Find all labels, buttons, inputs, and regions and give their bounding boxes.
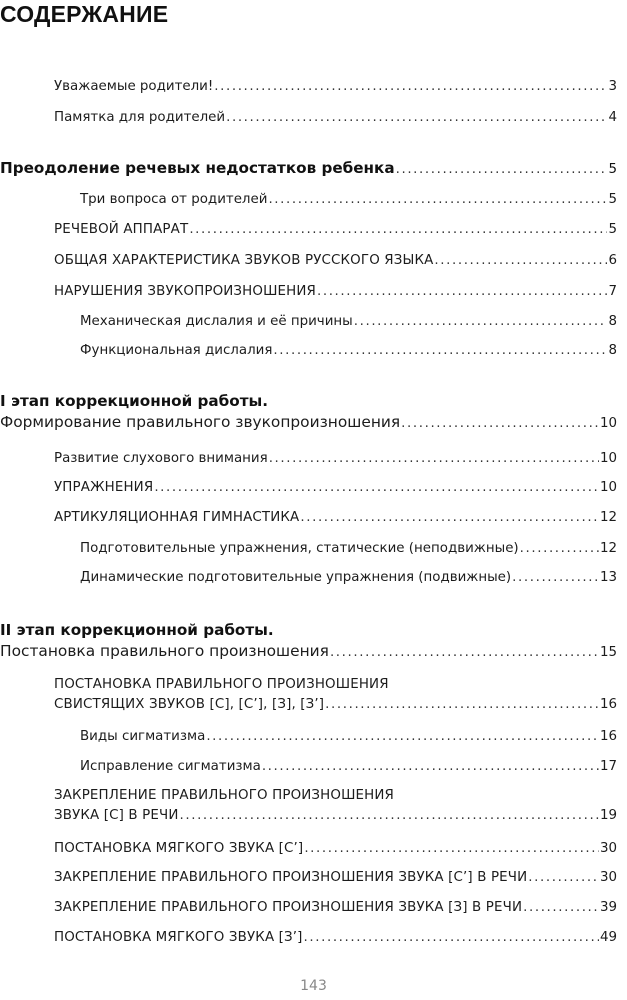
toc-entry [54, 480, 617, 495]
toc-entry [54, 222, 617, 237]
toc-entry-page: 10 [599, 416, 617, 431]
dot-leader [396, 162, 608, 177]
toc-entry-title: Формирование правильного звукопроизношения [0, 413, 401, 431]
dot-leader [354, 314, 608, 329]
toc-entry-page: 4 [608, 110, 617, 125]
dot-leader [189, 222, 607, 237]
toc-entry-page: 10 [599, 480, 617, 495]
dot-leader [262, 759, 599, 774]
toc-entry-title: ПОСТАНОВКА МЯГКОГО ЗВУКА [З’] [54, 930, 303, 945]
toc-entry-page: 7 [608, 284, 617, 299]
toc-entry-page: 49 [599, 930, 617, 945]
toc-stage-label: I этап коррекционной работы. [0, 392, 269, 410]
toc-entry-title: Динамические подготовительные упражнения (подвижные) [80, 570, 512, 585]
toc-entry-page: 8 [608, 343, 617, 358]
toc-entry-page: 5 [608, 192, 617, 207]
toc-entry-title: Памятка для родителей [54, 110, 226, 125]
toc-entry-title: РЕЧЕВОЙ АППАРАТ [54, 222, 189, 237]
toc-entry-title: Развитие слухового внимания [54, 451, 268, 466]
page-number: 143 [300, 978, 327, 994]
dot-leader [512, 570, 599, 585]
dot-leader [304, 930, 599, 945]
toc-entry-page: 12 [599, 541, 617, 556]
toc-entry [54, 930, 617, 945]
dot-leader [206, 729, 599, 744]
dot-leader [214, 79, 607, 94]
toc-entry-title: ОБЩАЯ ХАРАКТЕРИСТИКА ЗВУКОВ РУССКОГО ЯЗЫКА [54, 253, 434, 268]
toc-entry-title-line: ПОСТАНОВКА ПРАВИЛЬНОГО ПРОИЗНОШЕНИЯ [54, 677, 389, 692]
toc-entry-page: 8 [608, 314, 617, 329]
toc-entry [54, 510, 617, 525]
toc-section-heading [0, 392, 617, 431]
toc-entry [54, 677, 617, 712]
toc-entry-page: 6 [608, 253, 617, 268]
toc-entry-title: Виды сигматизма [80, 729, 206, 744]
toc-entry-page: 3 [608, 79, 617, 94]
toc-entry [54, 788, 617, 823]
toc-entry-title: НАРУШЕНИЯ ЗВУКОПРОИЗНОШЕНИЯ [54, 284, 316, 299]
toc-entry-title: СВИСТЯЩИХ ЗВУКОВ [С], [С’], [З], [З’] [54, 697, 325, 712]
dot-leader [330, 645, 599, 660]
toc-entry-page: 5 [608, 162, 617, 177]
toc-entry-title: Три вопроса от родителей [80, 192, 268, 207]
toc-entry [54, 110, 617, 125]
dot-leader [523, 900, 599, 915]
page-title: СОДЕРЖАНИЕ [0, 1, 169, 27]
toc-entry-title: ПОСТАНОВКА МЯГКОГО ЗВУКА [С’] [54, 841, 304, 856]
toc-entry [80, 192, 617, 207]
toc-entry-page: 19 [599, 808, 617, 823]
dot-leader [226, 110, 607, 125]
dot-leader [401, 416, 599, 431]
dot-leader [269, 451, 599, 466]
toc-entry [54, 870, 617, 885]
toc-entry-page: 5 [608, 222, 617, 237]
toc-entry-title: АРТИКУЛЯЦИОННАЯ ГИМНАСТИКА [54, 510, 300, 525]
toc-section-heading [0, 159, 617, 177]
toc-entry [80, 570, 617, 585]
toc-entry-title: Исправление сигматизма [80, 759, 261, 774]
dot-leader [268, 192, 607, 207]
toc-entry [54, 253, 617, 268]
toc-entry-title: УПРАЖНЕНИЯ [54, 480, 154, 495]
dot-leader [304, 841, 599, 856]
toc-entry-page: 16 [599, 729, 617, 744]
dot-leader [300, 510, 599, 525]
toc-entry-title: Постановка правильного произношения [0, 642, 329, 660]
toc-entry [54, 284, 617, 299]
toc-entry-page: 15 [599, 645, 617, 660]
toc-entry-title: Механическая дислалия и её причины [80, 314, 353, 329]
toc-entry-title: Подготовительные упражнения, статические (неподвижные) [80, 541, 519, 556]
toc-entry-title: ЗВУКА [С] В РЕЧИ [54, 808, 179, 823]
dot-leader [528, 870, 599, 885]
toc-entry [80, 759, 617, 774]
toc-entry-page: 10 [599, 451, 617, 466]
toc-entry-title: Преодоление речевых недостатков ребенка [0, 159, 395, 177]
toc-entry-title: ЗАКРЕПЛЕНИЕ ПРАВИЛЬНОГО ПРОИЗНОШЕНИЯ ЗВУКА [С’] В РЕЧИ [54, 870, 528, 885]
toc-entry [80, 541, 617, 556]
toc-entry-page: 30 [599, 870, 617, 885]
dot-leader [317, 284, 607, 299]
dot-leader [434, 253, 607, 268]
toc-entry-title: Функциональная дислалия [80, 343, 273, 358]
toc-section-heading [0, 621, 617, 660]
toc-entry [80, 314, 617, 329]
toc-entry-page: 39 [599, 900, 617, 915]
dot-leader [154, 480, 599, 495]
toc-entry-page: 12 [599, 510, 617, 525]
toc-entry [54, 451, 617, 466]
dot-leader [325, 697, 599, 712]
dot-leader [180, 808, 599, 823]
toc-entry [54, 900, 617, 915]
toc-entry [80, 729, 617, 744]
toc-entry-title: Уважаемые родители! [54, 79, 214, 94]
toc-entry-page: 17 [599, 759, 617, 774]
toc-entry [80, 343, 617, 358]
toc-entry-title-line: ЗАКРЕПЛЕНИЕ ПРАВИЛЬНОГО ПРОИЗНОШЕНИЯ [54, 788, 394, 803]
dot-leader [520, 541, 599, 556]
toc-entry-page: 16 [599, 697, 617, 712]
toc-entry [54, 79, 617, 94]
toc-entry-title: ЗАКРЕПЛЕНИЕ ПРАВИЛЬНОГО ПРОИЗНОШЕНИЯ ЗВУКА [З] В РЕЧИ [54, 900, 523, 915]
dot-leader [273, 343, 607, 358]
toc-entry-page: 13 [599, 570, 617, 585]
toc-entry [54, 841, 617, 856]
toc-entry-page: 30 [599, 841, 617, 856]
toc-stage-label: II этап коррекционной работы. [0, 621, 274, 639]
